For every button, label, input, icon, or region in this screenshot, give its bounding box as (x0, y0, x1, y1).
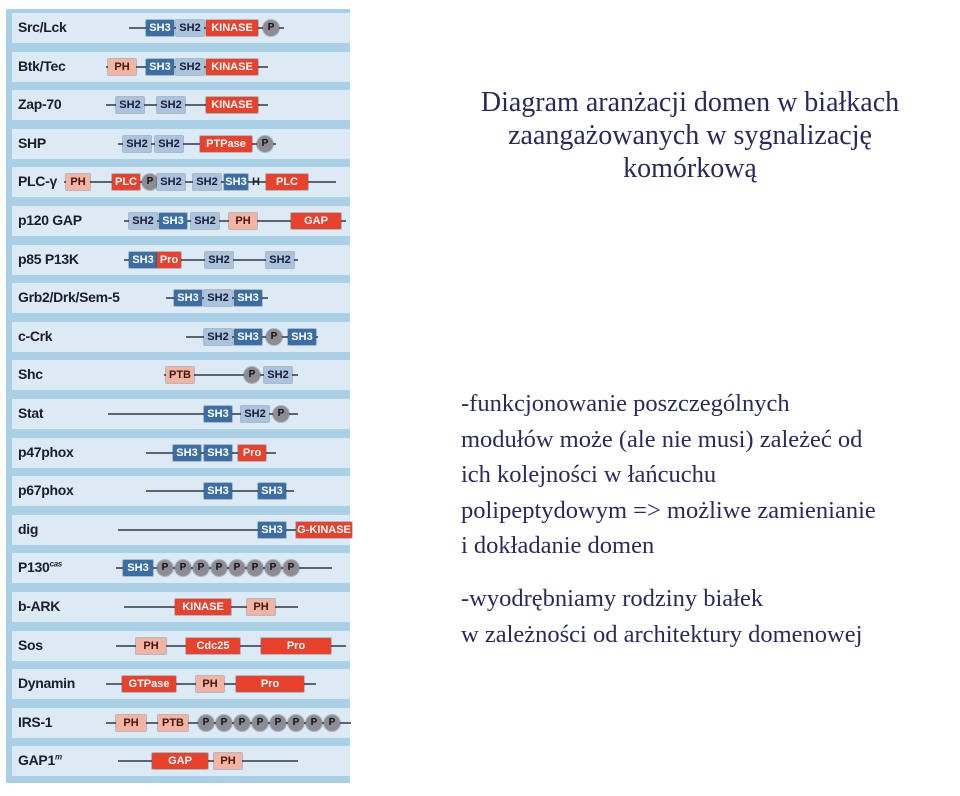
domain-sh3-box: SH3 (159, 213, 187, 229)
protein-row (12, 592, 350, 622)
domain-sh3-box: SH3 (258, 522, 286, 538)
domain-sh3-box: SH3 (129, 252, 157, 268)
domain-gap-box: GAP (152, 753, 208, 769)
protein-name-text: Shc (18, 366, 43, 383)
protein-name-text: Src/Lck (18, 19, 67, 35)
domain-plc-box: PLC (266, 174, 308, 190)
domain-pro-box: Pro (236, 676, 304, 692)
protein-row (12, 167, 350, 197)
domain-sh3-box: SH3 (204, 483, 232, 499)
protein-name-text: SHP (18, 134, 46, 151)
protein-name-text: GAP1 (18, 752, 55, 769)
domain-architecture-panel (6, 9, 350, 783)
domain-sh3-box: SH3 (204, 445, 232, 461)
protein-name (18, 96, 61, 112)
paragraph-line: w zależności od architektury domenowej (461, 620, 863, 648)
phospho-site-circle: P (266, 329, 282, 345)
protein-name (18, 135, 46, 151)
phospho-site-circle: P (283, 560, 299, 576)
domain-kinase-box: KINASE (206, 20, 258, 36)
domain-sh3-box: SH3 (123, 560, 153, 576)
protein-name (18, 366, 43, 382)
domain-sh3-box: SH3 (225, 176, 247, 189)
paragraph-line: -funkcjonowanie poszczególnych (461, 390, 790, 417)
domain-sh2-box: SH2 (204, 329, 232, 345)
domain-sh2-box: SH2 (129, 213, 157, 229)
protein-row (12, 129, 350, 159)
protein-name (18, 675, 75, 691)
domain-sh3-box: SH3 (234, 290, 262, 306)
domain-sh3-box: SH3 (146, 59, 174, 75)
domain-sh2-box: SH2 (116, 97, 144, 113)
domain-sh2-box: SH2 (205, 252, 233, 268)
protein-name-text: Sos (18, 636, 43, 653)
phospho-site-circle: P (270, 715, 286, 731)
protein-name (18, 212, 82, 228)
domain-label-h: H (252, 176, 260, 189)
protein-name (18, 328, 52, 344)
paragraph-protein-families (461, 581, 862, 652)
protein-name-text: p47phox (18, 443, 74, 460)
protein-name-text: dig (18, 520, 39, 537)
protein-name-text: c-Crk (18, 327, 53, 344)
protein-name (18, 289, 120, 305)
title-line: Diagram aranżacji domen w białkach (480, 87, 900, 118)
phospho-site-circle: P (244, 367, 260, 383)
domain-sh3-box: SH3 (146, 20, 174, 36)
page-title (420, 86, 960, 185)
phospho-site-circle: P (306, 715, 322, 731)
domain-sh2-box: SH2 (204, 290, 232, 306)
domain-sh3-box: SH3 (174, 290, 202, 306)
protein-row (12, 553, 350, 583)
phospho-site-circle: P (193, 560, 209, 576)
protein-name-text: Stat (18, 405, 44, 421)
protein-name (18, 521, 38, 537)
domain-ptpase-box: PTPase (200, 136, 252, 152)
protein-row (12, 631, 350, 661)
protein-row (12, 52, 350, 82)
protein-row (12, 90, 350, 120)
domain-ph-box: PH (136, 638, 166, 654)
domain-sh3-box: SH3 (234, 329, 262, 345)
protein-name-text: p85 P13K (18, 250, 79, 267)
paragraph-line: i dokładanie domen (461, 532, 655, 559)
domain-gap-box: GAP (291, 213, 341, 229)
phospho-site-circle: P (157, 560, 173, 576)
domain-sh2-box: SH2 (191, 213, 219, 229)
domain-pro-box: Pro (238, 445, 266, 461)
domain-kinase-box: KINASE (175, 599, 231, 615)
domain-pro-box: Pro (261, 638, 331, 654)
domain-sh3-box: SH3 (204, 406, 232, 422)
domain-sh2-box: SH2 (176, 59, 204, 75)
protein-name (18, 58, 65, 74)
protein-name-text: PLC-γ (18, 173, 57, 190)
paragraph-line: -wyodrębniamy rodziny białek (461, 585, 764, 612)
domain-ptb-box: PTB (166, 367, 194, 383)
protein-name-superscript: cas (49, 559, 62, 569)
domain-ph-box: PH (247, 599, 275, 615)
protein-row (12, 13, 350, 43)
phospho-site-circle: P (252, 715, 268, 731)
phospho-site-circle: P (229, 560, 245, 576)
domain-plc-box: PLC (112, 174, 140, 190)
domain-sh3-box: SH3 (288, 329, 316, 345)
phospho-site-circle: P (234, 715, 250, 731)
domain-sh2-box: SH2 (241, 406, 269, 422)
phospho-site-circle: P (247, 560, 263, 576)
paragraph-domain-order (461, 386, 876, 564)
protein-name-text: Grb2/Drk/Sem-5 (18, 289, 120, 306)
protein-name-text: P130 (18, 559, 50, 576)
protein-name (18, 444, 73, 460)
protein-name (18, 559, 62, 575)
protein-row (12, 708, 350, 738)
protein-row (12, 746, 350, 776)
domain-ph-box: PH (214, 753, 242, 769)
domain-ph-box: PH (66, 174, 90, 190)
domain-sh3-box: SH3 (258, 483, 286, 499)
protein-row (12, 206, 350, 236)
phospho-site-circle: P (324, 715, 340, 731)
domain-ph-box: PH (229, 213, 257, 229)
phospho-site-circle: P (142, 174, 158, 190)
domain-ph-box: PH (196, 676, 224, 692)
domain-sh3-box: SH3 (173, 445, 201, 461)
protein-name (18, 251, 79, 267)
protein-name (18, 714, 52, 730)
protein-row (12, 245, 350, 275)
domain-sh2-box: SH2 (176, 20, 204, 36)
protein-row (12, 669, 350, 699)
domain-g-kinase-box: G-KINASE (297, 523, 351, 536)
protein-name-text: Zap-70 (18, 96, 62, 113)
domain-ph-box: PH (108, 59, 136, 75)
domain-gtpase-box: GTPase (122, 676, 176, 692)
phospho-site-circle: P (263, 20, 279, 36)
polypeptide-chain-line (108, 413, 298, 415)
domain-cdc25-box: Cdc25 (186, 638, 240, 654)
protein-row (12, 438, 350, 468)
domain-kinase-box: KINASE (206, 59, 258, 75)
protein-name (18, 173, 57, 189)
polypeptide-chain-line (118, 760, 298, 762)
domain-sh2-box: SH2 (155, 136, 183, 152)
protein-name-text: IRS-1 (18, 713, 53, 730)
domain-pro-box: Pro (157, 252, 181, 268)
phospho-site-circle: P (216, 715, 232, 731)
domain-sh2-box: SH2 (266, 252, 294, 268)
phospho-site-circle: P (175, 560, 191, 576)
protein-name-text: p120 GAP (18, 212, 82, 228)
protein-name (18, 482, 73, 498)
phospho-site-circle: P (265, 560, 281, 576)
protein-name (18, 752, 62, 768)
domain-kinase-box: KINASE (206, 97, 258, 113)
protein-name (18, 405, 43, 421)
protein-name-superscript: m (54, 752, 62, 762)
domain-ptb-box: PTB (158, 715, 188, 731)
protein-name-text: b-ARK (18, 598, 61, 614)
protein-row (12, 476, 350, 506)
domain-ph-box: PH (116, 715, 146, 731)
protein-row (12, 283, 350, 313)
domain-sh2-box: SH2 (264, 367, 292, 383)
protein-row (12, 322, 350, 352)
protein-name (18, 19, 67, 35)
title-line: zaangażowanych w sygnalizację (508, 120, 872, 151)
title-line: komórkową (623, 153, 757, 184)
phospho-site-circle: P (288, 715, 304, 731)
paragraph-line: ich kolejności w łańcuchu (461, 461, 717, 488)
protein-name (18, 598, 60, 614)
phospho-site-circle: P (257, 136, 273, 152)
phospho-site-circle: P (211, 560, 227, 576)
protein-name-text: p67phox (18, 482, 74, 499)
protein-row (12, 515, 350, 545)
domain-sh2-box: SH2 (123, 136, 151, 152)
paragraph-line: modułów może (ale nie musi) zależeć od (461, 425, 863, 453)
protein-name (18, 637, 43, 653)
paragraph-line: polipeptydowym => możliwe zamienianie (461, 496, 876, 524)
protein-row (12, 360, 350, 390)
protein-row (12, 399, 350, 429)
domain-sh2-box: SH2 (157, 97, 185, 113)
phospho-site-circle: P (273, 406, 289, 422)
phospho-site-circle: P (198, 715, 214, 731)
domain-sh2-box: SH2 (193, 174, 221, 190)
protein-name-text: Dynamin (18, 675, 76, 692)
domain-sh2-box: SH2 (157, 174, 185, 190)
protein-name-text: Btk/Tec (18, 57, 66, 74)
